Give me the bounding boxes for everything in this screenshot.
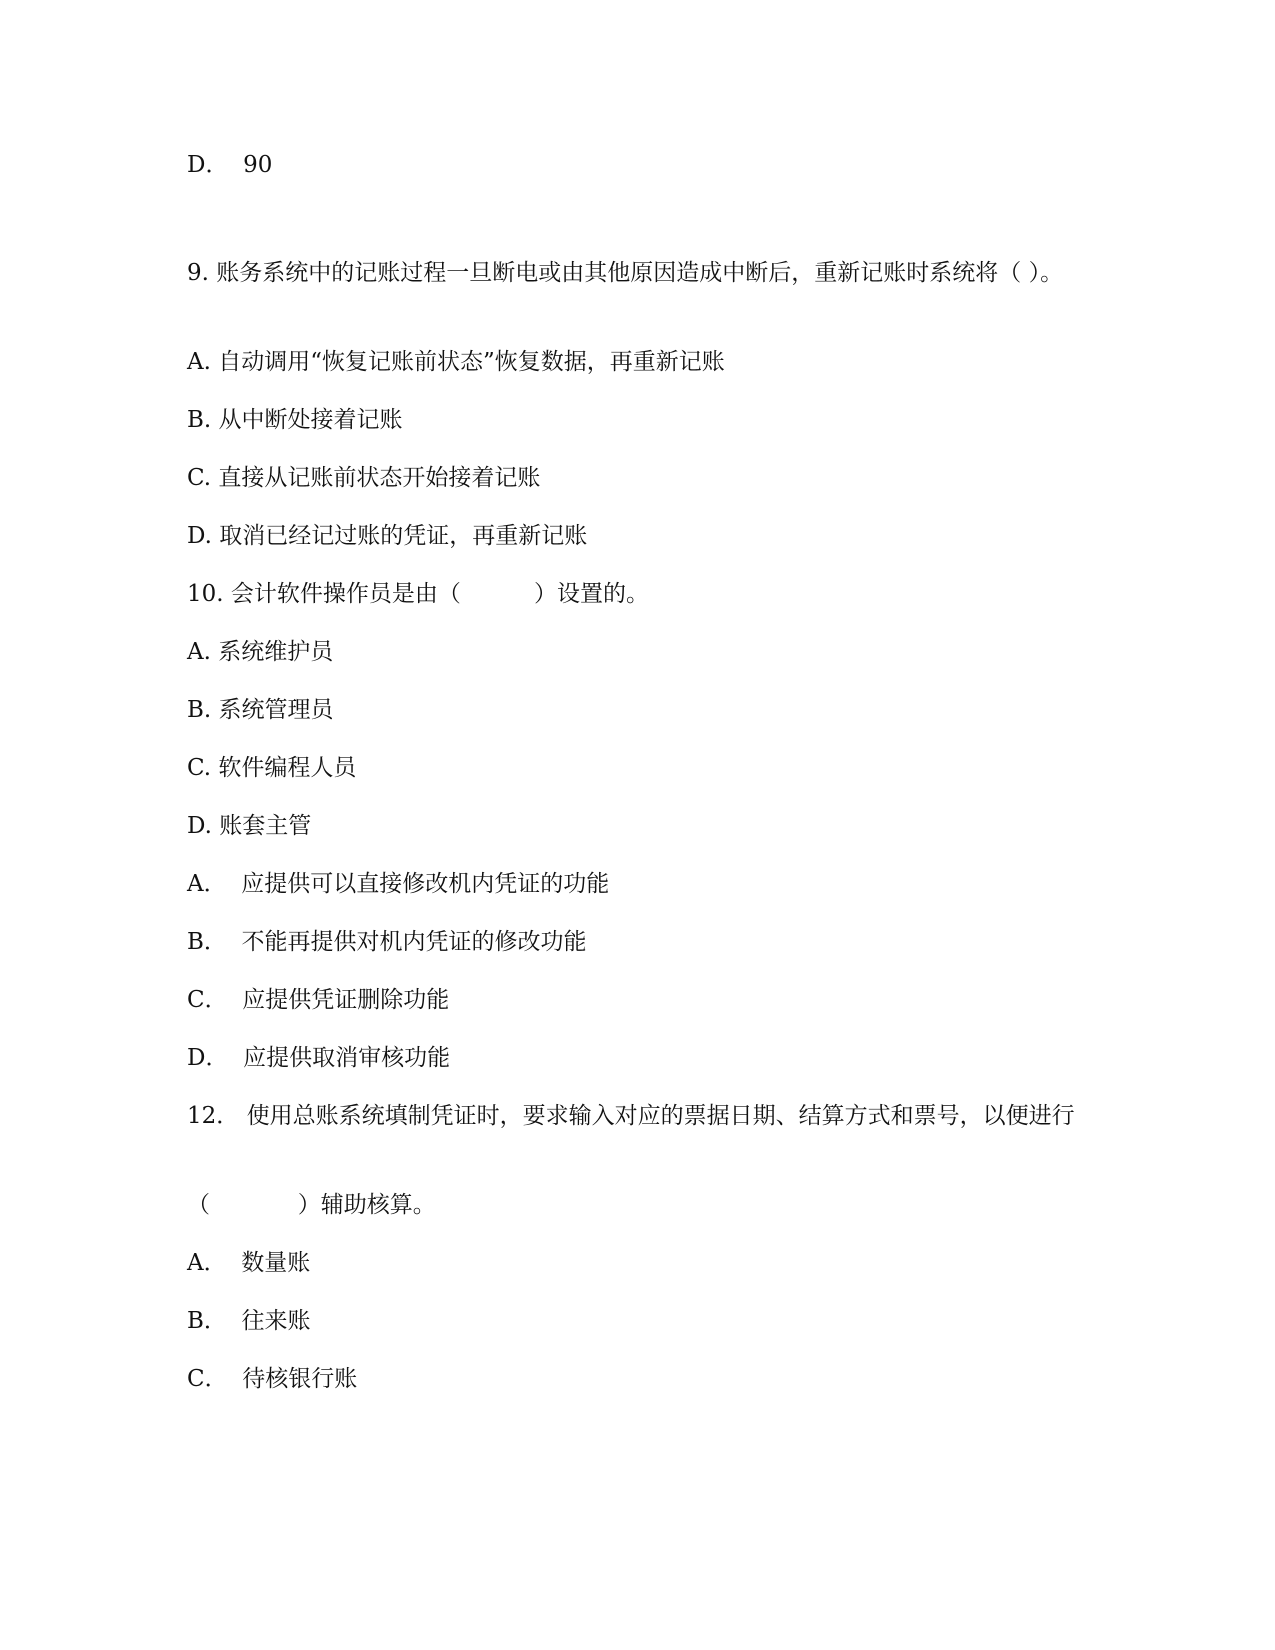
q9-option-a: A. 自动调用“恢复记账前状态”恢复数据，再重新记账 [187, 349, 725, 375]
q11-option-a: A． 应提供可以直接修改机内凭证的功能 [187, 871, 610, 897]
q10-option-c: C. 软件编程人员 [187, 755, 357, 781]
q12-question: 12． 使用总账系统填制凭证时，要求输入对应的票据日期、结算方式和票号，以便进行 [187, 1103, 1075, 1129]
q11-option-b: B． 不能再提供对机内凭证的修改功能 [187, 929, 587, 955]
q12-option-c: C． 待核银行账 [187, 1366, 358, 1392]
q10-option-d: D. 账套主管 [187, 813, 312, 839]
q9-option-b: B. 从中断处接着记账 [187, 407, 403, 433]
q12-option-a: A． 数量账 [187, 1250, 311, 1276]
q9-question: 9. 账务系统中的记账过程一旦断电或由其他原因造成中断后，重新记账时系统将（ ）。 [187, 260, 1064, 286]
q9-option-c: C. 直接从记账前状态开始接着记账 [187, 465, 541, 491]
q11-option-d: D． 应提供取消审核功能 [187, 1045, 451, 1071]
q12-option-b: B． 往来账 [187, 1308, 311, 1334]
q9-option-d: D. 取消已经记过账的凭证，再重新记账 [187, 523, 588, 549]
q10-question: 10. 会计软件操作员是由（ ）设置的。 [187, 581, 649, 607]
q11-option-c: C． 应提供凭证删除功能 [187, 987, 450, 1013]
q12-question-continued: （ ）辅助核算。 [187, 1192, 436, 1218]
q10-option-b: B. 系统管理员 [187, 697, 334, 723]
q8-option-d: D． 90 [187, 152, 273, 178]
q10-option-a: A. 系统维护员 [187, 639, 334, 665]
